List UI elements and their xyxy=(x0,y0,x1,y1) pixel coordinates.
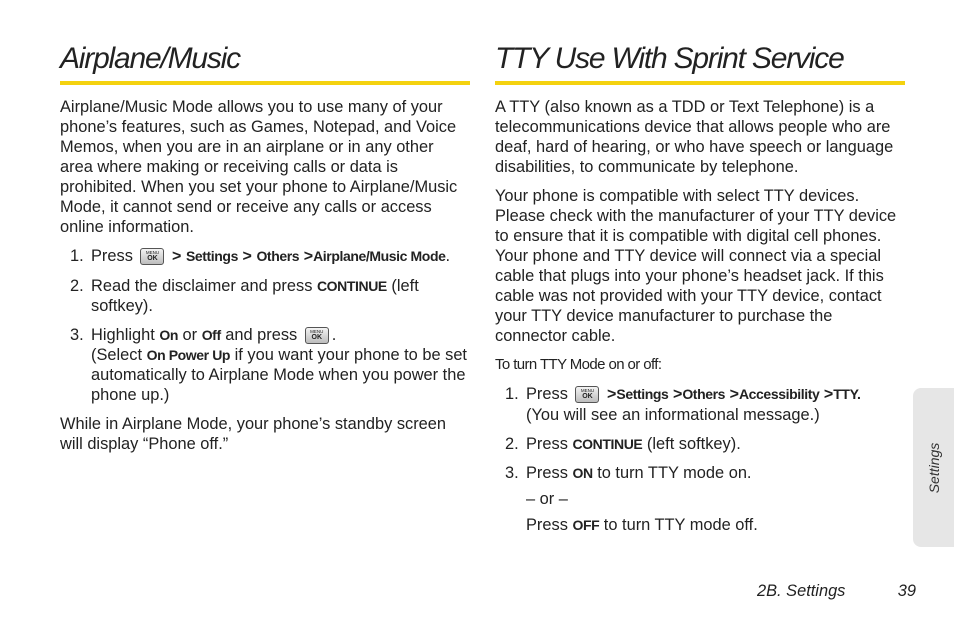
tty-para-1: A TTY (also known as a TDD or Text Telephone) is a telecommunications device that allows people who are deaf, hard of hearing, or who have speech or language disabilities, to communicate by telephone. xyxy=(495,98,894,176)
tty-step-3: 3. Press ON to turn TTY mode on. – or – Press OFF to turn TTY mode off. xyxy=(495,463,905,535)
menu-path-item: Others xyxy=(682,386,726,402)
page-number: 39 xyxy=(897,582,916,600)
menu-ok-key-icon: MENU OK xyxy=(305,327,329,344)
softkey-label: CONTINUE xyxy=(316,278,387,294)
or-separator: – or – xyxy=(526,490,568,508)
airplane-intro: Airplane/Music Mode allows you to use many of your phone’s features, such as Games, Notepad, and Voice Memos, when you are in an airplane or in any other area where making or receiving calls or data is prohibited. When you set your phone to Airplane/Music Mode, it cannot send or receive any calls or access online information. xyxy=(60,98,458,236)
softkey-label: CONTINUE xyxy=(572,436,643,452)
airplane-step-1: 1. Press MENU OK > Settings > Others >Airplane/Music Mode. xyxy=(70,247,451,265)
airplane-closing: While in Airplane Mode, your phone’s standby screen will display “Phone off.” xyxy=(60,415,447,453)
side-tab-label: Settings xyxy=(925,442,942,493)
tty-subhead: To turn TTY Mode on or off: xyxy=(495,356,662,373)
title-rule xyxy=(60,81,470,85)
section-title-airplane: Airplane/Music xyxy=(60,42,240,75)
tty-para-2: Your phone is compatible with select TTY devices. Please check with the manufacturer of your TTY device to ensure that it is compatible with digital cell phones. Your phone and TTY device will connect via a special cable that plugs into your phone’s headset jack. If this cable was not provided with your TTY device, contact your TTY device manufacturer to purchase the connector cable. xyxy=(495,187,897,345)
tty-step-1: 1. Press MENU OK >Settings >Others >Accessibility >TTY. (You will see an informational message.) xyxy=(505,385,861,424)
left-column xyxy=(60,40,470,454)
menu-path-item: Settings xyxy=(185,248,238,264)
footer-section: 2B. Settings xyxy=(757,582,846,600)
airplane-step-3: 3. Highlight On or Off and press MENU OK . (Select On Power Up if you want your phone to be set automatically to Airplane Mode when you power the phone up.) xyxy=(70,326,467,404)
tty-step-2: 2. Press CONTINUE (left softkey). xyxy=(505,435,741,453)
menu-ok-key-icon: MENU OK xyxy=(575,386,599,403)
right-column xyxy=(495,40,905,535)
side-tab-settings xyxy=(913,388,954,547)
menu-path-item: Airplane/Music Mode xyxy=(313,248,446,264)
airplane-steps xyxy=(60,246,470,405)
menu-path-item: Settings xyxy=(616,386,669,402)
airplane-step-2: 2. Read the disclaimer and press CONTINUE (left softkey). xyxy=(70,277,419,315)
section-title-tty: TTY Use With Sprint Service xyxy=(495,42,844,75)
tty-steps xyxy=(495,384,905,535)
menu-path-item: Others xyxy=(256,248,300,264)
menu-path-item: Accessibility xyxy=(738,386,820,402)
title-rule xyxy=(495,81,905,85)
tty-step-3-alt: Press OFF to turn TTY mode off. xyxy=(526,516,758,534)
menu-path-item: TTY xyxy=(833,386,857,402)
menu-ok-key-icon: MENU OK xyxy=(140,248,164,265)
